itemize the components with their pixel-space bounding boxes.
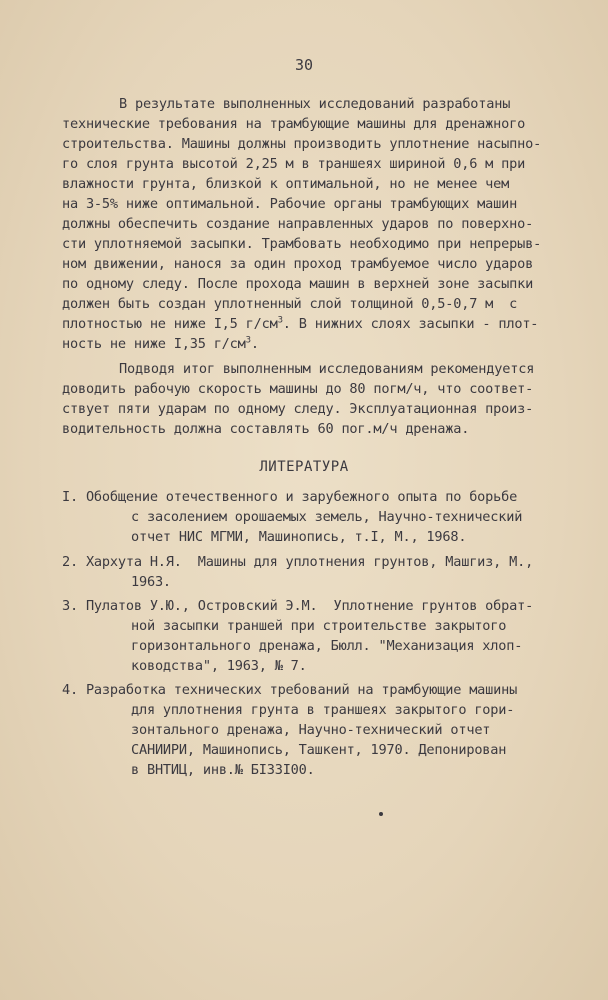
line-text: . В нижних слоях засыпки - плот-: [282, 316, 539, 332]
paragraph-line: по одному следу. После прохода машин в верхней зоне засыпки: [62, 276, 534, 292]
paragraph-line: доводить рабочую скорость машины до 80 погм/ч, что соответ-: [62, 381, 534, 397]
paragraph-line: водительность должна составлять 60 пог.м/ч дренажа.: [62, 421, 470, 437]
reference-line: горизонтального дренажа, Бюлл. "Механизация хлоп-: [131, 638, 523, 654]
reference-line: зонтального дренажа, Научно-технический отчет: [131, 722, 491, 738]
ink-dot: [379, 812, 383, 816]
paragraph-line: сти уплотняемой засыпки. Трамбовать необходимо при непрерыв-: [62, 236, 542, 252]
references-heading: ЛИТЕРАТУРА: [259, 459, 349, 475]
superscript: 3: [245, 335, 251, 346]
reference-line: ководства", 1963, № 7.: [131, 658, 307, 674]
line-text: плотностью не ниже I,5 г/см: [62, 316, 278, 332]
reference-line: для уплотнения грунта в траншеях закрытого гори-: [131, 702, 515, 718]
paragraph-line: строительства. Машины должны производить уплотнение насыпно-: [62, 136, 542, 152]
line-text: ность не ниже I,35 г/см: [62, 336, 246, 352]
reference-line: 4. Разработка технических требований на трамбующие машины: [62, 682, 518, 698]
paragraph-line: на 3-5% ниже оптимальной. Рабочие органы трамбующих машин: [62, 196, 518, 212]
reference-line: в ВНТИЦ, инв.№ БI33I00.: [131, 762, 315, 778]
paragraph-line: го слоя грунта высотой 2,25 м в траншеях шириной 0,6 м при: [62, 156, 526, 172]
paragraph-line: [62, 314, 538, 334]
line-text: .: [250, 336, 259, 352]
reference-line: 2. Хархута Н.Я. Машины для уплотнения грунтов, Машгиз, М.,: [62, 554, 534, 570]
paragraph-line: ствует пяти ударам по одному следу. Эксплуатационная произ-: [62, 401, 534, 417]
paragraph-line: технические требования на трамбующие машины для дренажного: [62, 116, 526, 132]
paragraph-line: ном движении, нанося за один проход трамбуемое число ударов: [62, 256, 534, 272]
paragraph-line: Подводя итог выполненным исследованиям рекомендуется: [119, 361, 535, 377]
paragraph-line: должен быть создан уплотненный слой толщиной 0,5-0,7 м с: [62, 296, 518, 312]
reference-line: с засолением орошаемых земель, Научно-технический: [131, 509, 523, 525]
reference-line: отчет НИС МГМИ, Машинопись, т.I, М., 1968.: [131, 529, 467, 545]
reference-line: I. Обобщение отечественного и зарубежного опыта по борьбе: [62, 489, 518, 505]
paragraph-line: должны обеспечить создание направленных ударов по поверхно-: [62, 216, 534, 232]
paragraph-line: В результате выполненных исследований разработаны: [119, 96, 511, 112]
reference-line: САНИИРИ, Машинопись, Ташкент, 1970. Депонирован: [131, 742, 507, 758]
reference-line: 1963.: [131, 574, 171, 590]
paragraph-line: [62, 334, 259, 354]
paragraph-line: влажности грунта, близкой к оптимальной, но не менее чем: [62, 176, 510, 192]
superscript: 3: [277, 315, 283, 326]
reference-line: ной засыпки траншей при строительстве закрытого: [131, 618, 507, 634]
reference-line: 3. Пулатов У.Ю., Островский Э.М. Уплотнение грунтов обрат-: [62, 598, 534, 614]
page-number: 30: [294, 56, 314, 74]
